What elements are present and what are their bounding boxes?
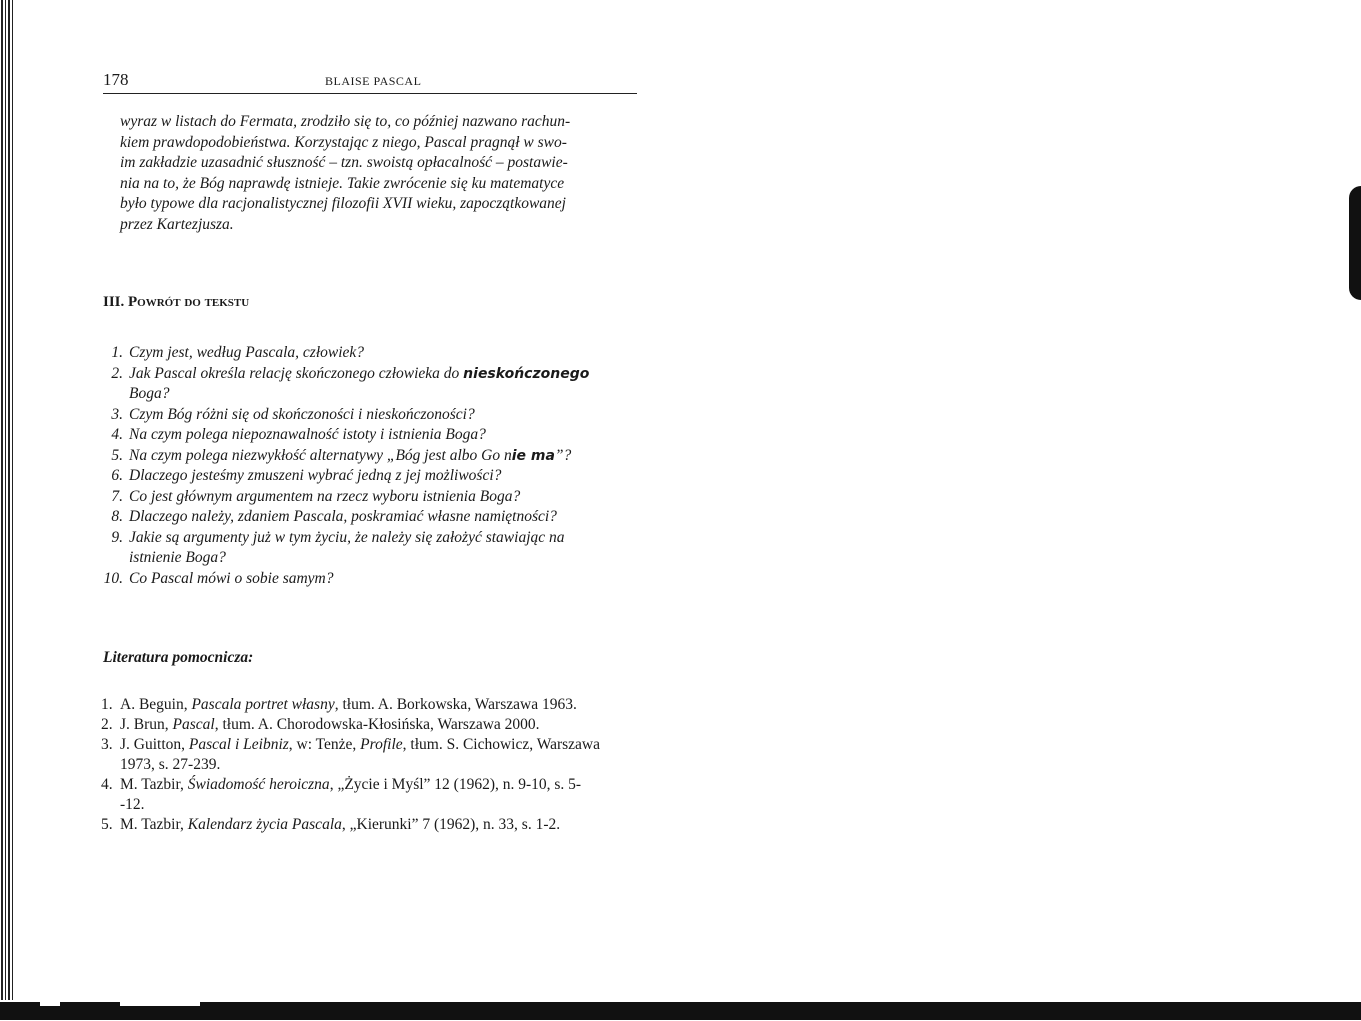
reference-continuation: 1973, s. 27-239.	[120, 756, 221, 773]
reference-title: Profile	[360, 736, 403, 753]
question-number: 10.	[103, 569, 123, 587]
intro-line: wyraz w listach do Fermata, zrodziło się to, co później nazwano rachun-	[120, 113, 571, 130]
question-text: Dlaczego jesteśmy zmuszeni wybrać jedną z jej możliwości?	[129, 467, 502, 484]
reference-author: A. Beguin,	[120, 696, 192, 713]
reference-title: Pascala portret własny	[191, 696, 335, 713]
reference-list	[103, 695, 637, 835]
list-item	[103, 569, 637, 590]
question-continuation: Boga?	[129, 385, 170, 402]
reference-details: , tłum. A. Borkowska, Warszawa 1963.	[334, 696, 577, 713]
reference-title: Pascal i Leibniz	[188, 736, 289, 753]
reference-mid: , w: Tenże,	[288, 736, 361, 753]
intro-line: kiem prawdopodobieństwa. Korzystając z niego, Pascal pragnął w swo-	[120, 133, 567, 151]
reference-details: , tłum. S. Cichowicz, Warszawa	[402, 736, 600, 753]
intro-paragraph	[120, 112, 637, 235]
question-text: Na czym polega niepoznawalność istoty i istnienia Boga?	[129, 426, 486, 443]
intro-line: im zakładzie uzasadnić słuszność – tzn. swoistą opłacalność – postawie-	[120, 154, 568, 171]
book-page	[103, 64, 637, 835]
list-item	[103, 528, 637, 569]
list-item	[103, 815, 637, 835]
scan-edge-bottom	[0, 1000, 1361, 1021]
list-item	[103, 364, 637, 405]
question-number: 3.	[111, 405, 123, 423]
reference-details: , „Życie i Myśl” 12 (1962), n. 9-10, s. 5-	[329, 776, 582, 793]
list-item	[103, 446, 637, 467]
page-number: 178	[103, 70, 129, 89]
reference-title: Świadomość heroiczna	[187, 776, 330, 793]
list-item	[103, 507, 637, 528]
page-header	[103, 64, 637, 94]
literature-heading: Literatura pomocnicza:	[103, 649, 254, 666]
question-number: 7.	[111, 487, 123, 505]
list-item	[103, 695, 637, 715]
reference-details: , tłum. A. Chorodowska-Kłosińska, Warszawa 2000.	[214, 716, 540, 733]
question-number: 8.	[111, 508, 123, 525]
list-item	[103, 775, 637, 815]
intro-line: było typowe dla racjonalistycznej filozofii XVII wieku, zapoczątkowanej	[120, 195, 566, 212]
list-item	[103, 466, 637, 487]
question-number: 6.	[111, 467, 123, 484]
running-title: BLAISE PASCAL	[325, 74, 422, 88]
question-text: Dlaczego należy, zdaniem Pascala, poskramiać własne namiętności?	[129, 508, 557, 525]
question-text: Co jest głównym argumentem na rzecz wyboru istnienia Boga?	[129, 487, 521, 505]
question-text: Jak Pascal określa relację skończonego człowieka do	[129, 364, 464, 382]
reference-number: 4.	[101, 776, 113, 793]
question-number: 2.	[111, 364, 123, 382]
reference-title: Pascal	[172, 716, 215, 733]
question-number: 1.	[111, 344, 123, 361]
list-item	[103, 405, 637, 426]
question-text: Czym jest, według Pascala, człowiek?	[129, 344, 365, 361]
question-text-end: ”?	[554, 446, 572, 464]
list-item	[103, 343, 637, 364]
reference-author: J. Guitton,	[120, 736, 189, 753]
scan-edge-right	[1349, 186, 1361, 300]
reference-number: 1.	[101, 696, 113, 713]
reference-details: , „Kierunki” 7 (1962), n. 33, s. 1-2.	[341, 816, 561, 833]
reference-number: 5.	[101, 816, 113, 833]
question-text: Jakie są argumenty już w tym życiu, że należy się założyć stawiając na	[129, 528, 565, 546]
question-number: 4.	[111, 426, 123, 443]
reference-author: J. Brun,	[120, 716, 173, 733]
question-number: 9.	[111, 528, 123, 546]
question-list	[103, 343, 637, 589]
section-heading: III. Powrót do tekstu	[103, 294, 250, 310]
question-emphasis: ie ma	[511, 447, 555, 464]
list-item	[103, 487, 637, 508]
question-continuation: istnienie Boga?	[129, 549, 226, 566]
reference-number: 3.	[101, 736, 113, 753]
reference-title: Kalendarz życia Pascala	[187, 816, 342, 833]
question-number: 5.	[111, 446, 123, 464]
scan-edge-left	[0, 0, 14, 1021]
reference-number: 2.	[101, 716, 113, 733]
reference-author: M. Tazbir,	[120, 816, 188, 833]
list-item	[103, 425, 637, 446]
list-item	[103, 735, 637, 775]
intro-line: przez Kartezjusza.	[120, 215, 234, 233]
question-text: Co Pascal mówi o sobie samym?	[129, 569, 334, 587]
reference-continuation: -12.	[120, 796, 145, 813]
question-text: Czym Bóg różni się od skończoności i nieskończoności?	[129, 405, 475, 423]
question-text: Na czym polega niezwykłość alternatywy „Bóg jest albo Go n	[129, 446, 512, 464]
intro-line: nia na to, że Bóg naprawdę istnieje. Takie zwrócenie się ku matematyce	[120, 174, 565, 192]
list-item	[103, 715, 637, 735]
question-emphasis: nieskończonego	[463, 365, 590, 382]
reference-author: M. Tazbir,	[120, 776, 188, 793]
